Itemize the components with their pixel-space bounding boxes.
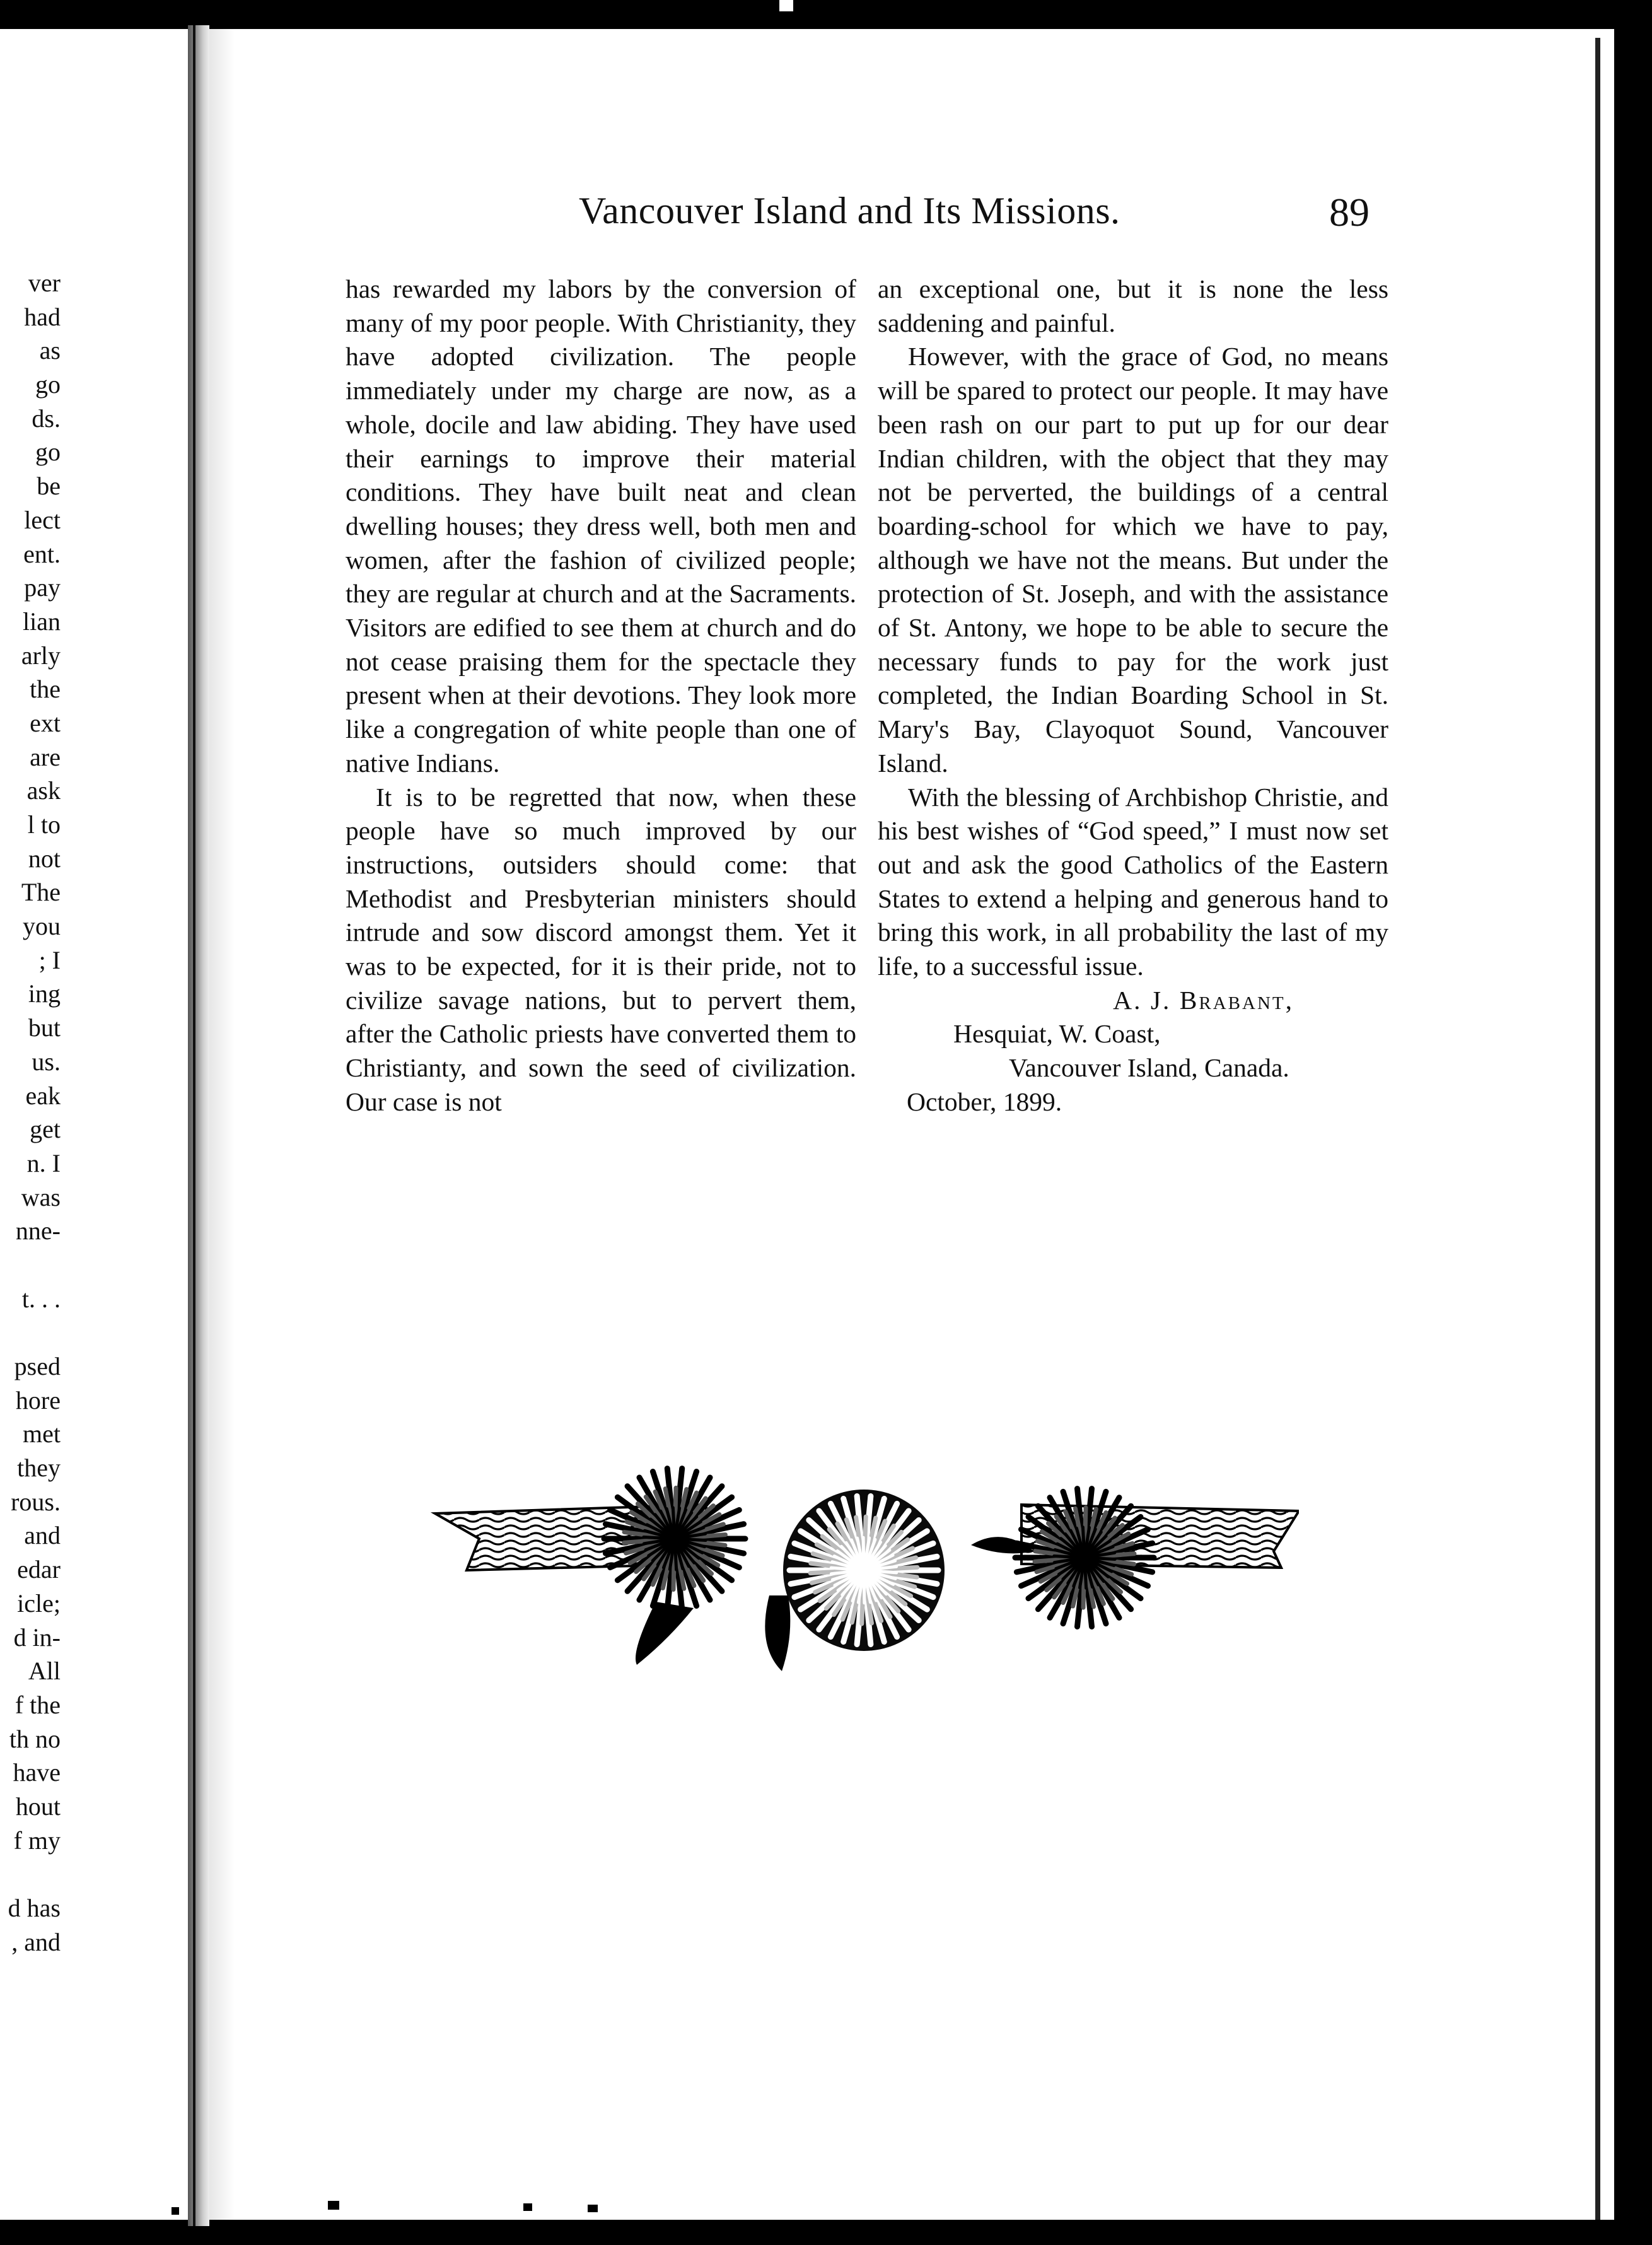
flower-center: [852, 1559, 875, 1582]
fragment-line: rous.: [11, 1487, 61, 1516]
fragment-line: the: [30, 675, 61, 704]
petal: [873, 1571, 897, 1573]
fragment-line: pay: [24, 573, 61, 602]
fragment-line: be: [37, 472, 61, 501]
fragment-line: lian: [23, 607, 61, 636]
flower-center: [1074, 1548, 1095, 1568]
fragment-line: th no: [9, 1724, 61, 1753]
petal: [1085, 1565, 1086, 1588]
page-number: 89: [1329, 190, 1370, 235]
scan-top-border: [0, 0, 1652, 29]
fragment-line: had: [24, 302, 61, 331]
fragment-line: d in-: [13, 1623, 61, 1652]
signature-place-line: Hesquiat, W. Coast,: [953, 1019, 1161, 1049]
fragment-line: icle;: [17, 1589, 61, 1618]
page-right-edge: [1595, 38, 1600, 2220]
fragment-line: ask: [26, 776, 61, 805]
fragment-line: , and: [11, 1927, 61, 1956]
fragment-line: and: [24, 1521, 61, 1550]
fragment-line: but: [28, 1013, 61, 1042]
signature: [878, 984, 1388, 1018]
chrysanthemum-left: [604, 1469, 745, 1609]
fragment-line: hore: [15, 1385, 61, 1414]
fragment-line: n. I: [26, 1148, 61, 1177]
fragment-line: ; I: [38, 945, 61, 974]
paragraph: has rewarded my labors by the conversion of many of my poor people. With Christianity, they have adopted civilization. The people immediately under my charge are now, as a whole, docile and law abiding. They have used their earnings to improve their material conditions. They have built neat and clean dwelling houses; they dress well, both men and women, after the fashion of civilized people; they are regular at church and at the Sacraments. Visitors are edified to see them at church and do not cease praising them for the spectacle they present when at their devotions. They look more like a congregation of white people than one of native Indians.: [346, 274, 856, 778]
fragment-line: as: [39, 336, 61, 365]
page-shadow: [209, 29, 235, 2220]
fragment-line: get: [30, 1115, 61, 1144]
paragraph: an exceptional one, but it is none the less saddening and painful.: [878, 274, 1388, 337]
fragment-line: ver: [28, 269, 61, 297]
fragment-line: not: [28, 844, 61, 873]
leaf: [636, 1602, 694, 1665]
fragment-line: [0, 1248, 61, 1282]
scan-speck: [523, 2203, 532, 2211]
petal: [675, 1546, 677, 1570]
fragment-line: The: [21, 878, 61, 907]
scan-speck: [779, 0, 793, 11]
text-column-left: [346, 272, 856, 1119]
fragment-line: they: [17, 1454, 61, 1483]
fragment-line: [0, 1315, 61, 1350]
text-column-right: [878, 272, 1388, 1119]
signature-name: A. J. Brabant,: [1113, 985, 1294, 1015]
fragment-line: eak: [25, 1081, 61, 1110]
fragment-line: arly: [21, 641, 61, 670]
petal: [1083, 1527, 1084, 1550]
scan-right-border: [1614, 0, 1652, 2245]
fragment-line: us.: [32, 1047, 61, 1076]
fragment-line: ext: [30, 708, 61, 737]
scan-speck: [172, 2207, 179, 2215]
fragment-line: [0, 1857, 61, 1891]
paragraph: However, with the grace of God, no means will be spared to protect our people. It may have been rash on our part to put up for our dear Indian children, with the object that they may not be perverted, the buildings of a central boarding-school for which we have to pay, although we have not the means. But under the protection of St. Joseph, and with the assistance of St. Antony, we hope to be able to secure the necessary funds to pay for the work just completed, the Indian Boarding School in St. Mary's Bay, Clayoquot Sound, Vancouver Island.: [878, 342, 1388, 778]
fragment-line: have: [13, 1758, 61, 1787]
fragment-line: go: [35, 438, 61, 467]
floral-ornament: [429, 1463, 1299, 1677]
flower-center: [665, 1529, 685, 1549]
scan-speck: [328, 2201, 339, 2210]
fragment-line: d has: [8, 1894, 61, 1922]
paragraph: It is to be regretted that now, when these people have so much improved by our instructions, outsiders should come: that Methodist and Presbyterian ministers should intrude and sow discord amongst them. Yet it was to be expected, for it is their pride, not to civilize savage nations, but to pervert them, after the Catholic priests have converted them to Christianty, and sown the seed of civilization. Our case is not: [346, 782, 856, 1116]
gutter-line: [193, 25, 195, 2226]
fragment-line: All: [28, 1657, 61, 1686]
petal: [863, 1537, 864, 1561]
previous-page-fragment: [0, 266, 61, 1959]
petal: [682, 1539, 706, 1541]
fragment-line: l to: [27, 810, 61, 839]
fragment-line: met: [23, 1420, 61, 1449]
fragment-line: ent.: [23, 539, 61, 568]
fragment-line: you: [23, 912, 61, 941]
book-gutter: [188, 25, 209, 2226]
fragment-line: edar: [17, 1555, 61, 1584]
fragment-line: psed: [14, 1352, 61, 1380]
fragment-line: are: [30, 742, 61, 771]
signature-date: October, 1899.: [907, 1087, 1062, 1116]
fragment-line: lect: [24, 505, 61, 534]
petal: [673, 1508, 674, 1531]
fragment-line: was: [21, 1182, 61, 1211]
fragment-line: ing: [28, 979, 61, 1008]
petal: [1092, 1558, 1115, 1560]
fragment-line: f my: [13, 1826, 61, 1855]
paragraph: With the blessing of Archbishop Christie, and his best wishes of “God speed,” I must now set out and ask the good Catholics of the Eastern States to extend a helping and generous hand to bring this work, in all probability the last of my life, to a successful issue.: [878, 782, 1388, 981]
running-head: Vancouver Island and Its Missions.: [579, 190, 1120, 231]
fragment-line: hout: [15, 1792, 61, 1821]
scan-bottom-border: [0, 2220, 1652, 2245]
leaf: [765, 1595, 790, 1671]
fragment-line: go: [35, 370, 61, 399]
signature-place-line: Vancouver Island, Canada.: [1009, 1053, 1289, 1083]
fragment-line: nne-: [15, 1216, 61, 1245]
fragment-line: t. . .: [21, 1284, 61, 1313]
fragment-line: f the: [15, 1690, 61, 1719]
scan-speck: [588, 2205, 598, 2212]
fragment-line: ds.: [32, 404, 61, 433]
